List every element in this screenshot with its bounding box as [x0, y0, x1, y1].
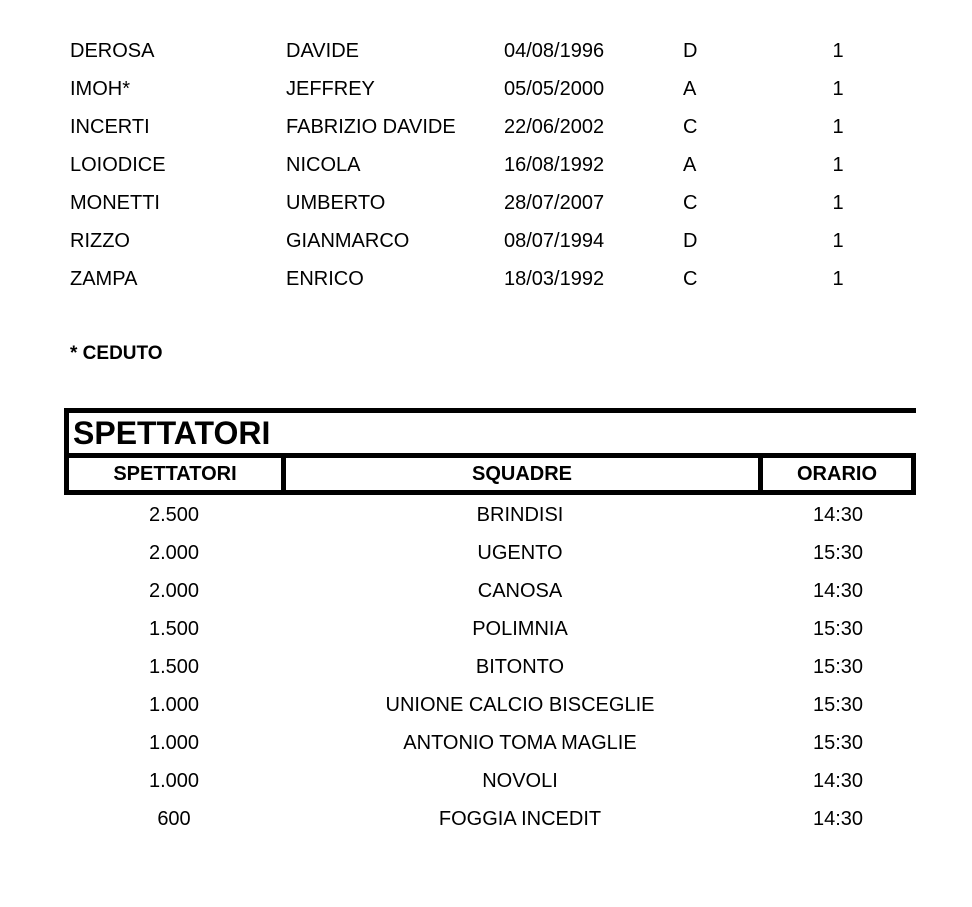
player-row [0, 184, 972, 222]
player-name: NICOLA [286, 154, 361, 176]
player-row [0, 146, 972, 184]
player-name: UMBERTO [286, 192, 386, 214]
team-name: NOVOLI [482, 770, 558, 792]
player-count: 1 [832, 116, 844, 138]
player-birthdate: 18/03/1992 [504, 268, 605, 290]
player-name: ENRICO [286, 268, 364, 290]
player-name: JEFFREY [286, 78, 375, 100]
player-birthdate: 22/06/2002 [504, 116, 605, 138]
player-name: GIANMARCO [286, 230, 410, 252]
player-row [0, 70, 972, 108]
team-name: POLIMNIA [472, 618, 568, 640]
player-name: FABRIZIO DAVIDE [286, 116, 456, 138]
player-role: C [683, 268, 698, 290]
player-role: A [683, 78, 697, 100]
team-name: ANTONIO TOMA MAGLIE [403, 732, 637, 754]
match-time: 14:30 [812, 580, 864, 602]
match-time: 15:30 [812, 542, 864, 564]
spectators-table-body [0, 496, 972, 838]
player-name: DAVIDE [286, 40, 359, 62]
spectators-count: 2.000 [148, 580, 200, 602]
spectators-count: 1.000 [148, 694, 200, 716]
spectators-title: SPETTATORI [64, 408, 916, 453]
player-surname: DEROSA [70, 40, 155, 62]
table-row [0, 496, 972, 534]
spectators-header-row [64, 453, 916, 495]
team-name: CANOSA [477, 580, 563, 602]
table-row [0, 800, 972, 838]
player-surname: IMOH* [70, 78, 130, 100]
header-orario: ORARIO [797, 463, 877, 485]
table-row [0, 534, 972, 572]
player-birthdate: 28/07/2007 [504, 192, 605, 214]
player-surname: INCERTI [70, 116, 150, 138]
player-birthdate: 04/08/1996 [504, 40, 605, 62]
player-row [0, 108, 972, 146]
player-role: A [683, 154, 697, 176]
player-surname: LOIODICE [70, 154, 166, 176]
ceduto-note: * CEDUTO [70, 343, 163, 364]
player-birthdate: 08/07/1994 [504, 230, 605, 252]
team-name: UNIONE CALCIO BISCEGLIE [385, 694, 655, 716]
player-count: 1 [832, 192, 844, 214]
spectators-count: 1.000 [148, 732, 200, 754]
player-count: 1 [832, 40, 844, 62]
table-row [0, 648, 972, 686]
match-time: 14:30 [812, 504, 864, 526]
spectators-count: 1.000 [148, 770, 200, 792]
team-name: UGENTO [477, 542, 563, 564]
table-row [0, 762, 972, 800]
player-role: C [683, 192, 698, 214]
match-time: 15:30 [812, 656, 864, 678]
team-name: FOGGIA INCEDIT [438, 808, 602, 830]
spectators-count: 1.500 [148, 618, 200, 640]
player-role: D [683, 230, 698, 252]
match-time: 15:30 [812, 732, 864, 754]
spectators-count: 2.500 [148, 504, 200, 526]
player-count: 1 [832, 154, 844, 176]
table-row [0, 610, 972, 648]
player-role: D [683, 40, 698, 62]
table-row [0, 572, 972, 610]
table-row [0, 724, 972, 762]
match-time: 14:30 [812, 770, 864, 792]
player-row [0, 32, 972, 70]
header-squadre: SQUADRE [286, 458, 763, 490]
player-birthdate: 16/08/1992 [504, 154, 605, 176]
player-surname: RIZZO [70, 230, 130, 252]
table-row [0, 686, 972, 724]
player-count: 1 [832, 268, 844, 290]
header-spettatori: SPETTATORI [69, 458, 286, 490]
match-time: 15:30 [812, 618, 864, 640]
player-birthdate: 05/05/2000 [504, 78, 605, 100]
match-time: 14:30 [812, 808, 864, 830]
spectators-count: 2.000 [148, 542, 200, 564]
team-name: BITONTO [475, 656, 565, 678]
player-surname: ZAMPA [70, 268, 138, 290]
player-count: 1 [832, 78, 844, 100]
player-row [0, 260, 972, 298]
team-name: BRINDISI [476, 504, 564, 526]
players-list [0, 32, 972, 298]
player-row [0, 222, 972, 260]
match-time: 15:30 [812, 694, 864, 716]
spectators-count: 600 [157, 808, 191, 830]
player-surname: MONETTI [70, 192, 160, 214]
spectators-count: 1.500 [148, 656, 200, 678]
player-count: 1 [832, 230, 844, 252]
player-role: C [683, 116, 698, 138]
